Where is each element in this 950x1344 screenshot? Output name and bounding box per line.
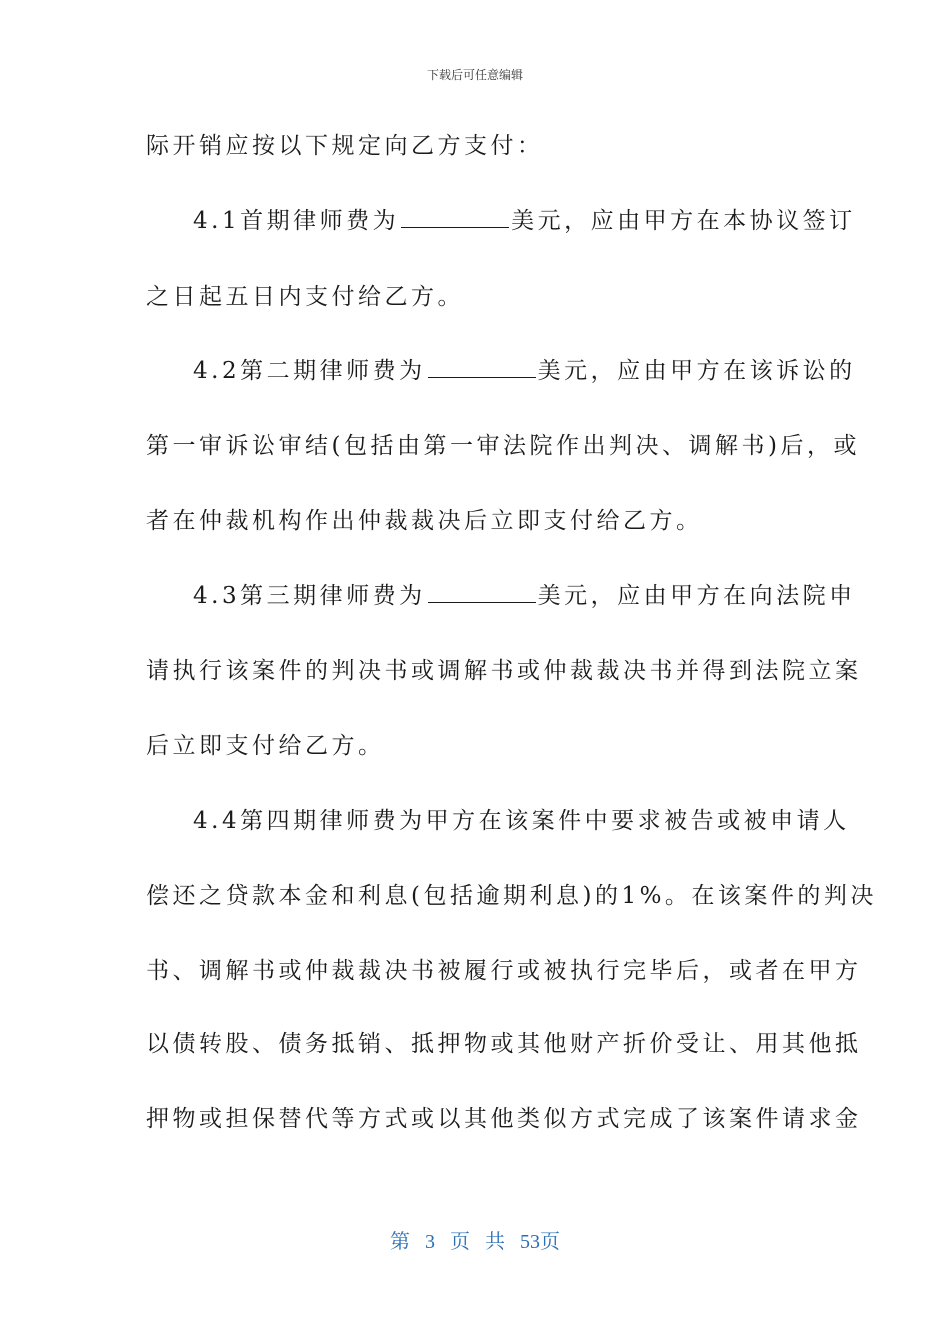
text-line-1: 际开销应按以下规定向乙方支付： (146, 133, 544, 159)
footer-total-pages: 53页 (520, 1231, 560, 1253)
text-line-12: 书、调解书或仲裁裁决书被履行或被执行完毕后，或者在甲方 (146, 958, 862, 984)
footer-di: 第 (390, 1231, 410, 1253)
footer-page-number: 3 (425, 1231, 435, 1253)
text-line-14: 押物或担保替代等方式或以其他类似方式完成了该案件请求金 (146, 1106, 862, 1132)
text-line-6: 者在仲裁机构作出仲裁裁决后立即支付给乙方。 (146, 508, 703, 534)
text-line-3: 之日起五日内支付给乙方。 (146, 284, 464, 310)
page-header: 下载后可任意编辑 (426, 68, 523, 82)
text-line-13: 以债转股、债务抵销、抵押物或其他财产折价受让、用其他抵 (146, 1031, 862, 1057)
text-line-5: 第一审诉讼审结(包括由第一审法院作出判决、调解书)后，或 (146, 433, 860, 459)
footer-ye: 页 (450, 1231, 470, 1253)
text-line-10: 4.4第四期律师费为甲方在该案件中要求被告或被申请人 (193, 808, 850, 834)
footer-gong: 共 (485, 1231, 505, 1253)
page-footer (0, 1225, 950, 1254)
text-line-4 (193, 355, 856, 387)
clause-4-2-prefix: 4.2第二期律师费为 (193, 358, 426, 384)
clause-4-3-prefix: 4.3第三期律师费为 (193, 583, 426, 609)
text-line-7 (193, 580, 856, 612)
clause-4-1-suffix: 美元，应由甲方在本协议签订 (511, 208, 856, 234)
text-line-8: 请执行该案件的判决书或调解书或仲裁裁决书并得到法院立案 (146, 658, 862, 684)
clause-4-3-suffix: 美元，应由甲方在向法院申 (537, 583, 856, 609)
amount-blank-1 (401, 205, 509, 228)
amount-blank-3 (428, 580, 536, 603)
text-line-2 (193, 205, 856, 237)
clause-4-2-suffix: 美元，应由甲方在该诉讼的 (537, 358, 856, 384)
text-line-9: 后立即支付给乙方。 (146, 733, 385, 759)
clause-4-1-prefix: 4.1首期律师费为 (193, 208, 400, 234)
amount-blank-2 (428, 355, 536, 378)
text-line-11: 偿还之贷款本金和利息(包括逾期利息)的1%。在该案件的判决 (146, 883, 877, 909)
